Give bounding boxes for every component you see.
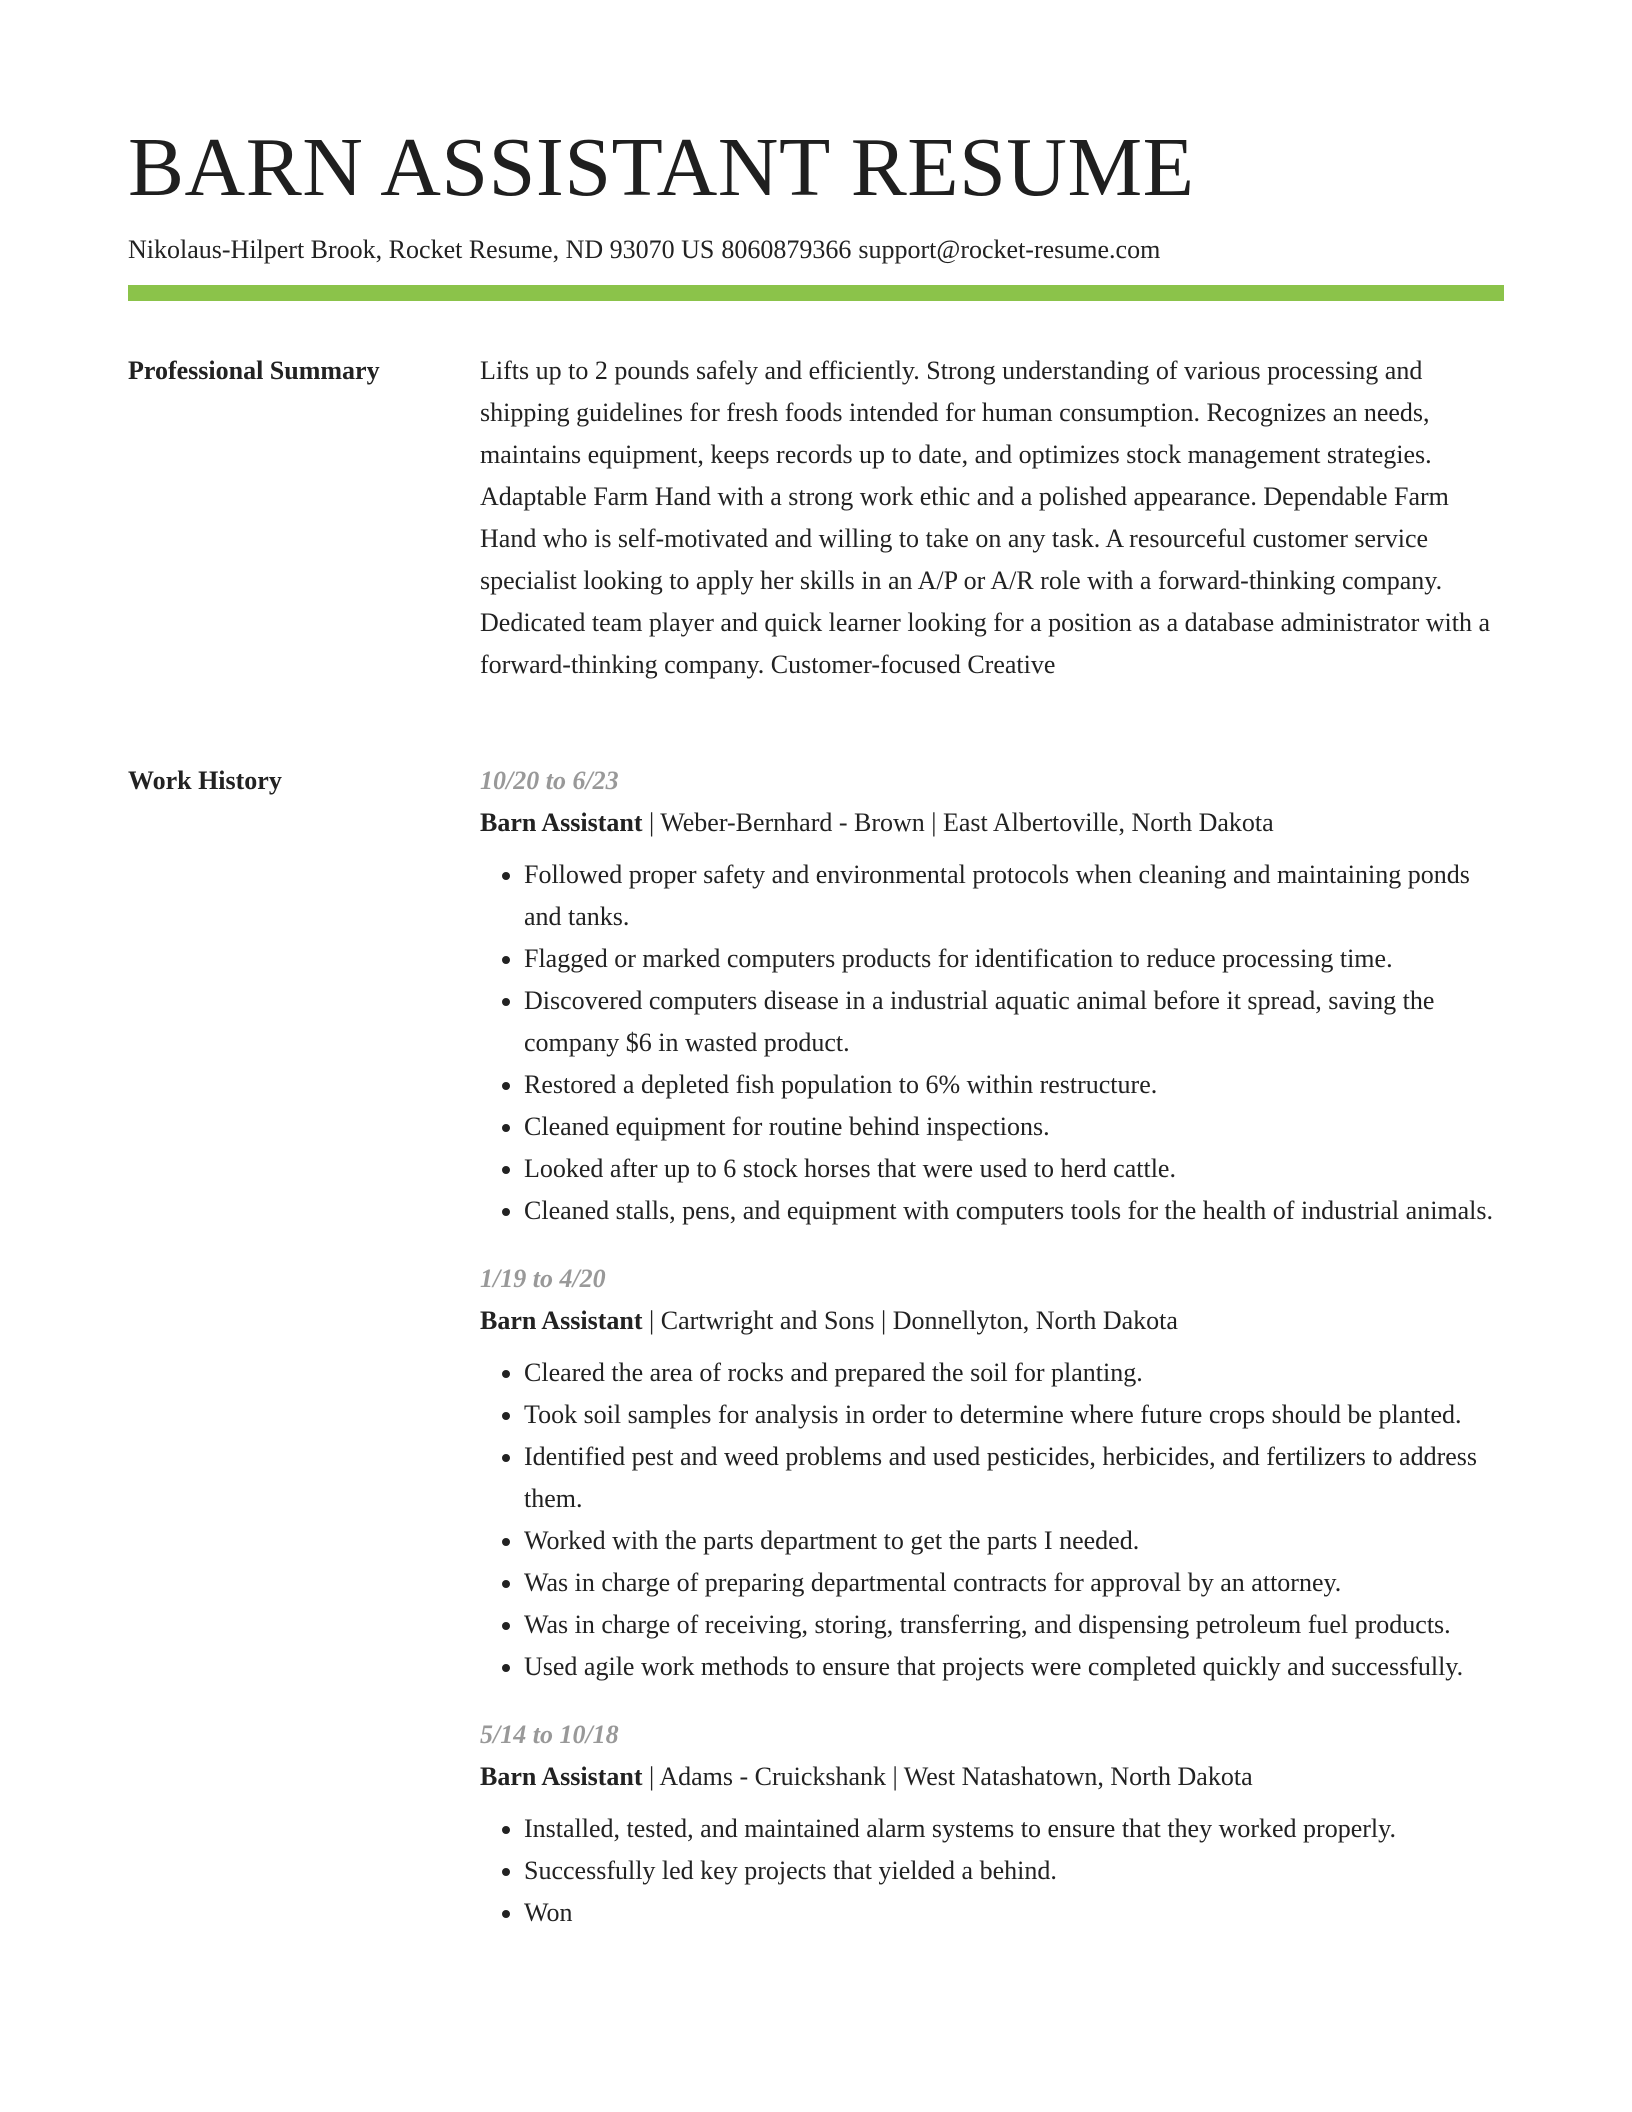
job-duty: • Successfully led key projects that yielded a behind. [524,1850,1506,1892]
job-title: Barn Assistant [480,1762,643,1791]
contact-email: support@rocket-resume.com [858,235,1161,264]
job-duty: • Followed proper safety and environmental protocols when cleaning and maintaining ponds and tanks. [524,854,1506,938]
summary-heading: Professional Summary [128,356,380,385]
job-duty: • Was in charge of preparing departmental contracts for approval by an attorney. [524,1562,1506,1604]
job-duty: • Won [524,1892,1506,1934]
job-duty: • Cleared the area of rocks and prepared the soil for planting. [524,1352,1506,1394]
work-history-section [480,760,1506,1960]
job-duty: • Identified pest and weed problems and used pesticides, herbicides, and fertilizers to address them. [524,1436,1506,1520]
job-title: Barn Assistant [480,808,643,837]
job-duties-list [480,1808,1506,1934]
job-duty: • Installed, tested, and maintained alarm systems to ensure that they worked properly. [524,1808,1506,1850]
job-duty: • Cleaned equipment for routine behind inspections. [524,1106,1506,1148]
job-dates: 10/20 to 6/23 [480,766,619,795]
job-duty: • Worked with the parts department to get the parts I needed. [524,1520,1506,1562]
header-divider [128,285,1504,301]
job-employer-location: | Cartwright and Sons | Donnellyton, North Dakota [642,1306,1178,1335]
job-dates: 5/14 to 10/18 [480,1720,619,1749]
summary-section [480,350,1506,686]
job-duty: • Cleaned stalls, pens, and equipment with computers tools for the health of industrial animals. [524,1190,1506,1232]
contact-line [128,230,1160,270]
job-heading [480,1756,1506,1798]
contact-phone: 8060879366 [721,235,852,264]
job-duties-list [480,854,1506,1232]
job-duty: • Took soil samples for analysis in order to determine where future crops should be planted. [524,1394,1506,1436]
contact-address: Nikolaus-Hilpert Brook, Rocket Resume, ND 93070 US [128,235,715,264]
job-duty: • Was in charge of receiving, storing, transferring, and dispensing petroleum fuel products. [524,1604,1506,1646]
job-dates: 1/19 to 4/20 [480,1264,606,1293]
job-duty: • Used agile work methods to ensure that projects were completed quickly and successfully. [524,1646,1506,1688]
job-entry [480,1714,1506,1934]
summary-text: Lifts up to 2 pounds safely and efficiently. Strong understanding of various processing and shipping guidelines for fresh foods intended for human consumption. Recognizes an needs, maintains equipment, keeps records up to date, and optimizes stock management strategies. Adaptable Farm Hand with a strong work ethic and a polished appearance. Dependable Farm Hand who is self-motivated and willing to take on any task. A resourceful customer service specialist looking to apply her skills in an A/P or A/R role with a forward-thinking company. Dedicated team player and quick learner looking for a position as a database administrator with a forward-thinking company. Customer-focused Creative [480,356,1491,679]
job-duty: • Discovered computers disease in a industrial aquatic animal before it spread, saving the company $6 in wasted product. [524,980,1506,1064]
job-duties-list [480,1352,1506,1688]
job-entry [480,760,1506,1232]
job-duty: • Restored a depleted fish population to 6% within restructure. [524,1064,1506,1106]
job-employer-location: | Weber-Bernhard - Brown | East Albertoville, North Dakota [642,808,1274,837]
job-heading [480,802,1506,844]
job-duty: • Looked after up to 6 stock horses that were used to herd cattle. [524,1148,1506,1190]
resume-title: BARN ASSISTANT RESUME [128,121,1195,214]
job-heading [480,1300,1506,1342]
work-history-heading: Work History [128,766,282,795]
job-title: Barn Assistant [480,1306,643,1335]
job-duty: • Flagged or marked computers products for identification to reduce processing time. [524,938,1506,980]
job-entry [480,1258,1506,1688]
job-employer-location: | Adams - Cruickshank | West Natashatown, North Dakota [642,1762,1253,1791]
